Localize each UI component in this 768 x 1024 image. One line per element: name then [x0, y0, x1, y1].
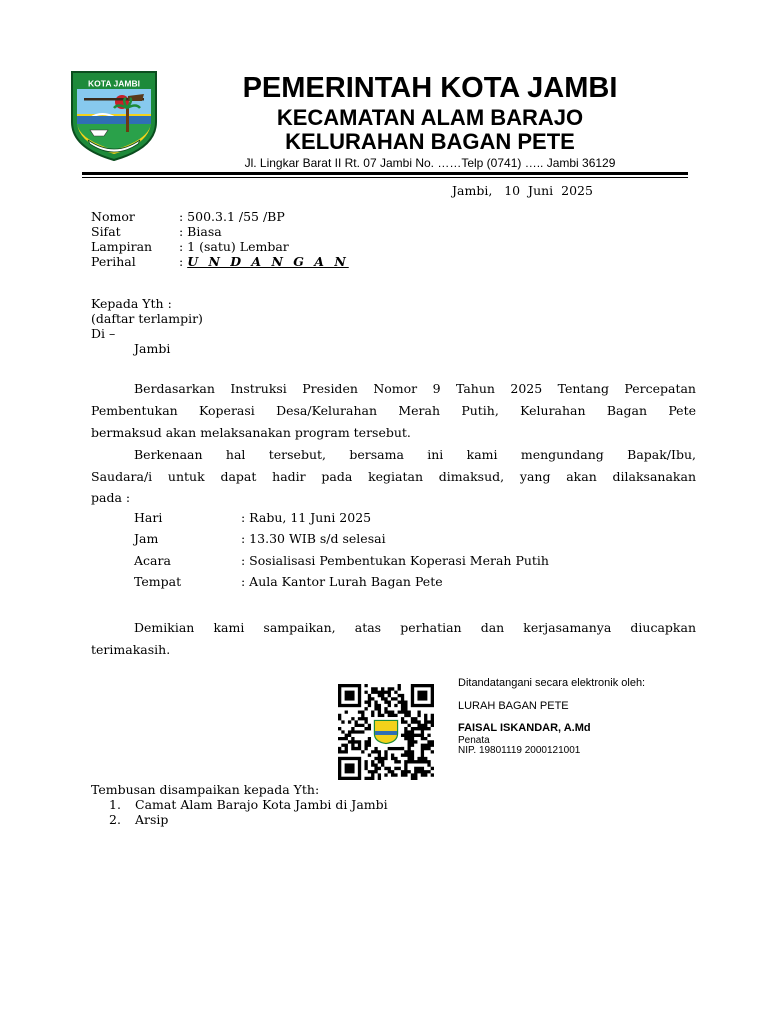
recipient-city: Jambi — [134, 341, 171, 356]
closing-line1: Demikian kami sampaikan, atas perhatian dan kerjasamanya diucapkan — [134, 620, 696, 635]
meta-value: : 500.3.1 /55 /BP — [179, 209, 285, 224]
cc-item-text: Arsip — [135, 812, 169, 827]
closing-line2: terimakasih. — [91, 642, 171, 657]
header-subdistrict-name: KELURAHAN BAGAN PETE — [285, 129, 575, 154]
qr-code-signature — [338, 684, 434, 780]
body-p2-line1: Berkenaan hal tersebut, bersama ini kami mengundang Bapak/Ibu, — [134, 447, 696, 462]
detail-value: : Sosialisasi Pembentukan Koperasi Merah Putih — [241, 553, 549, 568]
detail-label: Tempat — [134, 574, 182, 589]
cc-title: Tembusan disampaikan kepada Yth: — [91, 782, 320, 797]
body-p1-line1: Berdasarkan Instruksi Presiden Nomor 9 Tahun 2025 Tentang Percepatan — [134, 381, 696, 396]
event-detail-agenda — [134, 553, 549, 569]
cc-item-text: Camat Alam Barajo Kota Jambi di Jambi — [135, 797, 388, 812]
cc-item — [109, 797, 388, 812]
signature-name: FAISAL ISKANDAR, A.Md — [458, 722, 591, 734]
meta-label: Perihal — [91, 254, 136, 269]
signature-nip: NIP. 19801119 2000121001 — [458, 745, 581, 756]
recipient-greeting: Kepada Yth : — [91, 296, 172, 311]
signature-position: LURAH BAGAN PETE — [458, 700, 569, 712]
cc-item-number: 1. — [109, 797, 121, 812]
body-p2-line2: Saudara/i untuk dapat hadir pada kegiatan dimaksud, yang akan dilaksanakan — [91, 469, 696, 484]
detail-label: Hari — [134, 510, 163, 525]
header-divider-thin — [82, 177, 688, 178]
recipient-di: Di – — [91, 326, 116, 341]
meta-row-sifat — [91, 224, 222, 239]
event-detail-venue — [134, 574, 443, 590]
meta-value: : 1 (satu) Lembar — [179, 239, 289, 254]
header-divider-thick — [82, 172, 688, 175]
letter-date: Jambi, 10 Juni 2025 — [452, 183, 593, 198]
body-p1-line2: Pembentukan Koperasi Desa/Kelurahan Merah Putih, Kelurahan Bagan Pete — [91, 403, 696, 418]
meta-value: : Biasa — [179, 224, 222, 239]
cc-item — [109, 812, 168, 827]
detail-value: : Rabu, 11 Juni 2025 — [241, 510, 372, 525]
detail-value: : Aula Kantor Lurah Bagan Pete — [241, 574, 443, 589]
meta-label: Lampiran — [91, 239, 153, 254]
signature-rank: Penata — [458, 735, 490, 746]
cc-item-number: 2. — [109, 812, 121, 827]
meta-colon: : — [179, 254, 188, 269]
meta-label: Nomor — [91, 209, 135, 224]
meta-row-nomor — [91, 209, 285, 224]
header-district-name: KECAMATAN ALAM BARAJO — [276, 105, 584, 130]
event-detail-time — [134, 531, 386, 547]
meta-row-lampiran — [91, 239, 289, 254]
detail-label: Acara — [134, 553, 171, 568]
signature-caption: Ditandatangani secara elektronik oleh: — [458, 677, 646, 689]
body-p1-line3: bermaksud akan melaksanakan program tersebut. — [91, 425, 411, 440]
svg-text:KOTA JAMBI: KOTA JAMBI — [88, 78, 140, 89]
subject-value: U N D A N G A N — [187, 254, 349, 269]
meta-row-perihal — [91, 254, 349, 269]
detail-value: : 13.30 WIB s/d selesai — [241, 531, 386, 546]
header-address: Jl. Lingkar Barat II Rt. 07 Jambi No. ……Telp (0741) ….. Jambi 36129 — [244, 156, 616, 170]
header-government-name: PEMERINTAH KOTA JAMBI — [242, 72, 618, 104]
meta-label: Sifat — [91, 224, 121, 239]
city-emblem-logo — [68, 70, 160, 162]
recipient-list: (daftar terlampir) — [91, 311, 203, 326]
qr-center-emblem-icon — [371, 717, 401, 747]
event-detail-day — [134, 510, 371, 526]
body-p2-line3: pada : — [91, 490, 131, 505]
detail-label: Jam — [134, 531, 159, 546]
